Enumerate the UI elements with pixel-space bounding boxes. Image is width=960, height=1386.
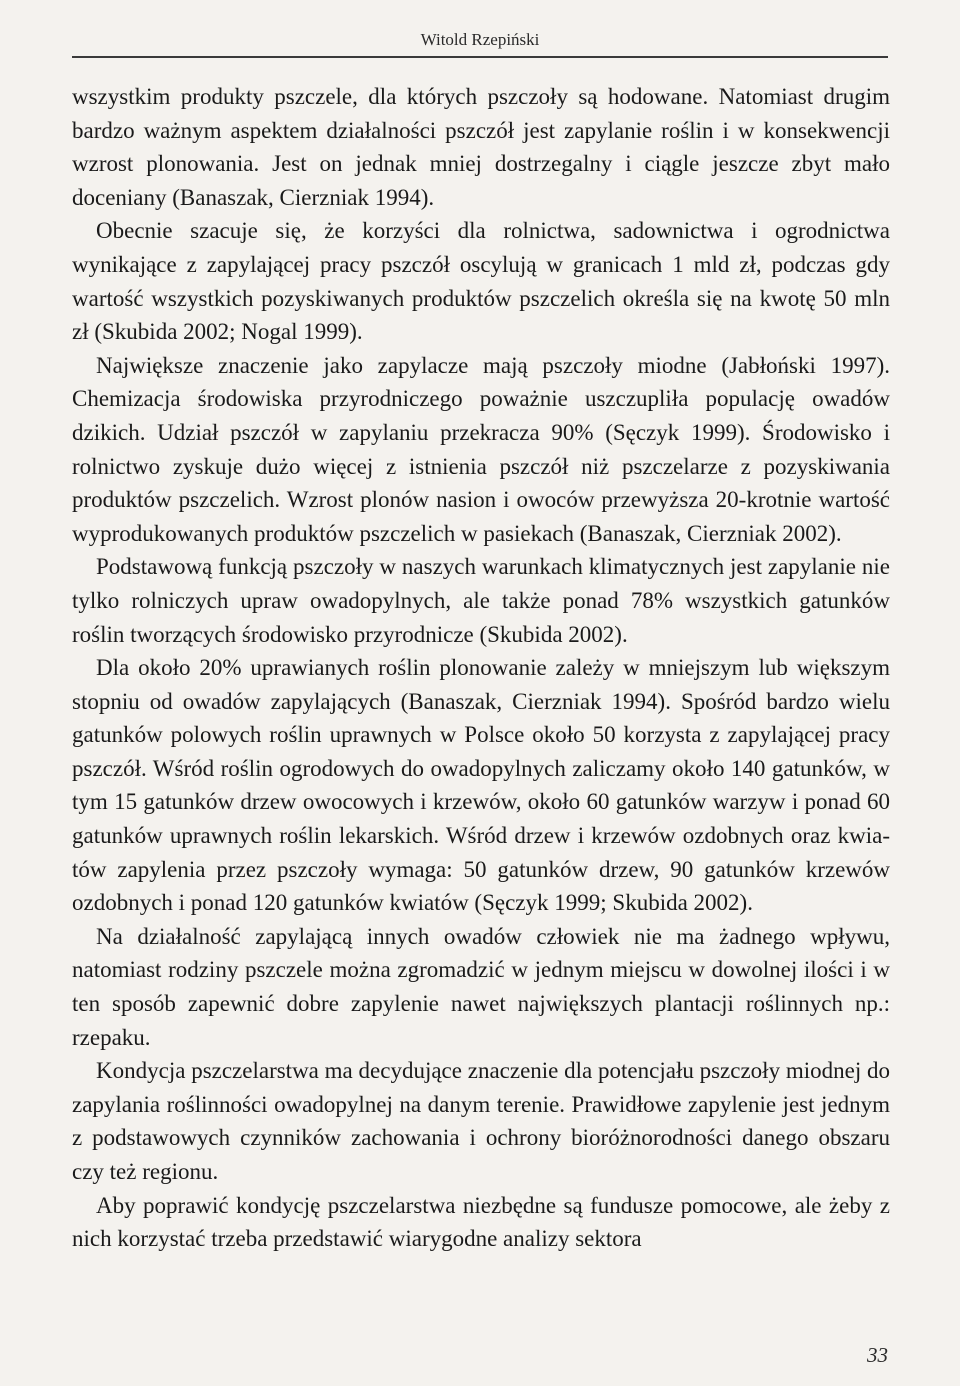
paragraph-2: Obecnie szacuje się, że korzyści dla rolnictwa, sadownictwa i ogrodnictwa wynikające z zapylającej pracy pszczół oscylują w granicach 1 mld zł, podczas gdy wartość wszystkich pozyskiwanych produktów pszczelich określa się na kwotę 50 mln zł (Skubida 2002; Nogal 1999). bbox=[72, 218, 890, 345]
paragraph-8: Aby poprawić kondycję pszczelarstwa niezbędne są fundusze pomocowe, ale żeby z nich korzystać trzeba przedstawić wiarygodne analizy sektora bbox=[72, 1192, 890, 1252]
paragraph-3: Największe znaczenie jako zapylacze mają pszczoły miodne (Jabłoński 1997). Chemizacja środowiska przyrodniczego poważnie uszczupliła populację owadów dzikich. Udział pszczół w zapylaniu przekracza 90% (Sęczyk 1999). Środowisko i rolnictwo zyskuje dużo więcej z istnienia pszczół niż pszczelarze z pozyskiwania produktów pszczelich. Wzrost plonów nasion i owoców przewyższa 20-krotnie wartość wyprodukowanych produktów pszczelich w pasiekach (Banaszak, Cierzniak 2002). bbox=[72, 352, 890, 546]
header-rule bbox=[72, 56, 888, 58]
paragraph-1: wszystkim produkty pszczele, dla których pszczoły są hodowane. Natomiast drugim bardzo ważnym aspektem działalności pszczół jest zapylanie roślin i w konsekwencji wzrost plonowania. Jest on jednak mniej dostrzegalny i ciągle jeszcze zbyt mało doceniany (Banaszak, Cierzniak 1994). bbox=[72, 84, 890, 210]
paragraph-7: Kondycja pszczelarstwa ma decydujące znaczenie dla potencjału pszczoły miodnej do zapylania roślinności owadopylnej na danym terenie. Prawidłowe zapylenie jest jednym z podstawowych czynników zachowania i ochrony bioróżnorodności danego obszaru czy też regionu. bbox=[72, 1058, 890, 1184]
body-text bbox=[72, 80, 890, 1256]
paragraph-5: Dla około 20% uprawianych roślin plonowanie zależy w mniejszym lub większym stopniu od owadów zapylających (Banaszak, Cierzniak 1994). Spośród bardzo wielu gatunków polowych roślin uprawnych w Polsce około 50 korzysta z zapylającej pracy pszczół. Wśród roślin ogrodowych do owadopylnych zaliczamy około 140 gatunków, w tym 15 gatunków drzew owocowych i krzewów, około 60 gatunków warzyw i ponad 60 gatunków uprawnych roślin lekarskich. Wśród drzew i krzewów ozdobnych oraz kwiatów zapylenia przez pszczoły wymaga: 50 gatunków drzew, 90 gatunków krzewów ozdobnych i ponad 120 gatunków kwiatów (Sęczyk 1999; Skubida 2002). bbox=[72, 655, 890, 916]
running-head-author: Witold Rzepiński bbox=[420, 30, 540, 49]
paragraph-6: Na działalność zapylającą innych owadów człowiek nie ma żadnego wpływu, natomiast rodziny pszczele można zgromadzić w jednym miejscu w dowolnej ilości i w ten sposób zapewnić dobre zapylenie nawet największych plantacji roślinnych np.: rzepaku. bbox=[72, 923, 890, 1050]
page-number: 33 bbox=[867, 1343, 888, 1367]
paragraph-4: Podstawową funkcją pszczoły w naszych warunkach klimatycznych jest zapylanie nie tylko rolniczych upraw owadopylnych, ale także ponad 78% wszystkich gatunków roślin tworzących środowisko przyrodnicze (Skubida 2002). bbox=[72, 554, 890, 647]
